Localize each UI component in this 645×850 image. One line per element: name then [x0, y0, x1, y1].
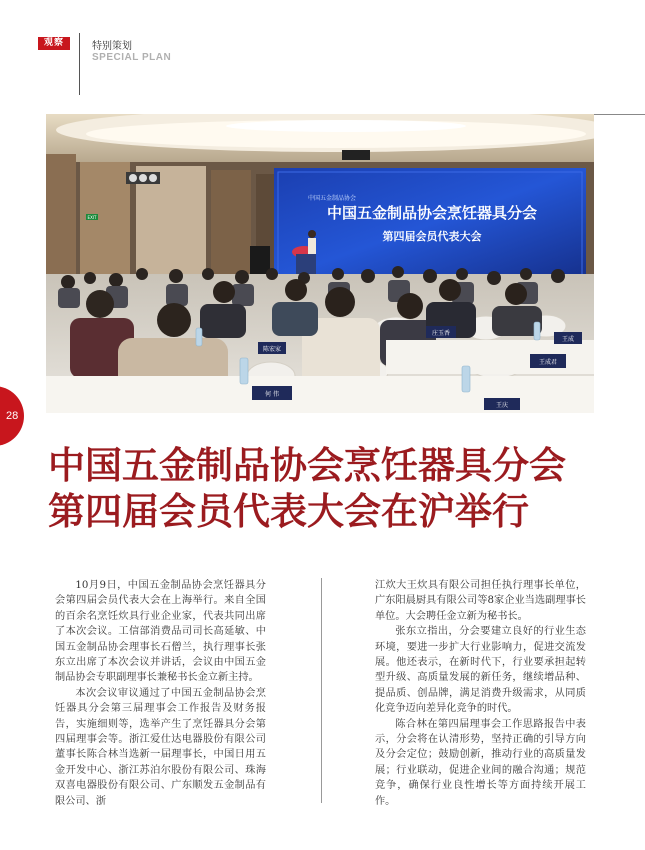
screen-logo-text: 中国五金制品协会: [308, 195, 357, 202]
screen-subtitle: 第四届会员代表大会: [382, 230, 482, 243]
section-title-cn: 特别策划: [92, 41, 132, 52]
paragraph: 本次会议审议通过了中国五金制品协会烹饪器具分会第三届理事会工作报告及财务报告，实施细则等，选举产生了烹饪器具分会第四届理事会等。浙江爱仕达电器股份有限公司董事长陈合林当选新一届理事长，中国日用五金开发中心、浙江苏泊尔股份有限公司、珠海双喜电器股份有限公司、广东顺发五金制品有限公司、浙: [55, 687, 266, 807]
name-card-2: 陈宏家: [262, 346, 282, 353]
exit-sign: EXIT: [87, 215, 97, 220]
photo-rule: [594, 114, 645, 115]
paragraph: 张东立指出，分会要建立良好的行业生态环境，要进一步扩大行业影响力，促进交流发展。他还表示，在新时代下，行业要承担起转型升级、高质量发展的新任务，继续增品种、提品质、创品牌，满足消费升级需求，从同质化竞争迈向差异化竞争的时代。: [375, 626, 586, 715]
article-title-line-1: 中国五金制品协会烹饪器具分会: [48, 444, 566, 487]
paragraph: 江炊大王炊具有限公司担任执行理事长单位，广东阳晨厨具有限公司等8家企业当选副理事长单位。大会聘任金立新为秘书长。: [375, 580, 586, 622]
name-card-1: 何 伟: [265, 391, 279, 398]
name-card-6: 王庆: [495, 402, 509, 409]
header-divider: [79, 33, 80, 95]
paragraph: 10月9日，中国五金制品协会烹饪器具分会第四届会员代表大会在上海举行。来自全国的百余名烹饪炊具行业企业家，代表共同出席了本次会议。工信部消费品司司长高延敏、中国五金制品协会理事长石僧兰，执行理事长张东立出席了本次会议并讲话，会议由中国五金制品协会专职副理事长兼秘书长金立新主持。: [55, 580, 266, 684]
conference-photo: [46, 114, 594, 413]
article-title: [48, 443, 608, 535]
body-column-left: [55, 578, 266, 809]
article-title-line-2: 第四届会员代表大会在沪举行: [48, 490, 529, 533]
name-card-3: 王成君: [538, 359, 558, 366]
name-card-5: 王成: [561, 336, 575, 343]
column-divider: [321, 578, 322, 803]
section-title-en: SPECIAL PLAN: [92, 52, 172, 63]
name-card-4: 庄玉香: [431, 330, 451, 337]
screen-title: 中国五金制品协会烹饪器具分会: [326, 204, 538, 222]
section-tag: 观察: [38, 37, 70, 50]
body-column-right: [375, 578, 586, 809]
paragraph: 陈合林在第四届理事会工作思路报告中表示，分会将在认清形势，坚持正确的引导方向及分会定位；鼓励创新，推动行业的高质量发展；行业联动，促进企业间的融合沟通；规范竞争，确保行业良性增长等方面持续开展工作。: [375, 718, 586, 807]
page-number: 28: [0, 386, 24, 446]
